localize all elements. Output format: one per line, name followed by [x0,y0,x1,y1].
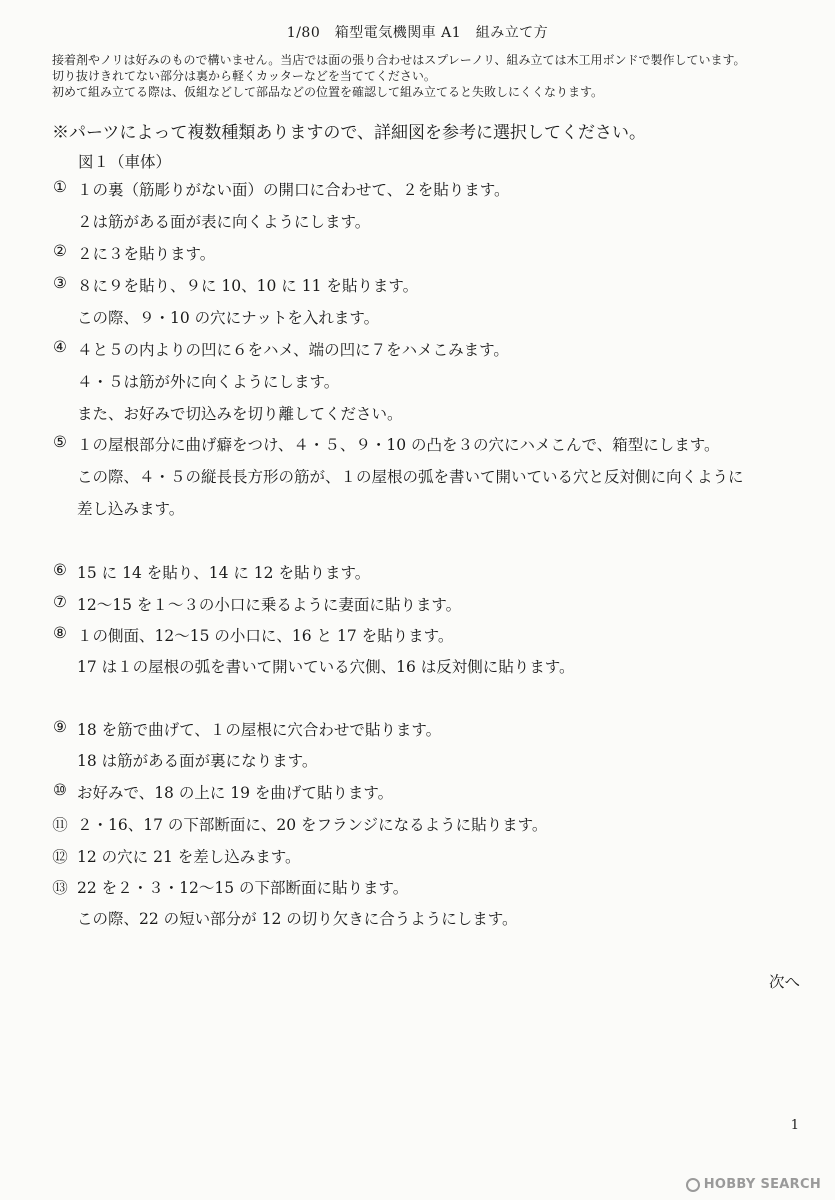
step-text: この際、22 の短い部分が 12 の切り欠きに合うようにします。 [77,910,518,928]
step-text: 22 を２・３・12～15 の下部断面に貼ります。 [77,879,409,897]
step-text: ２・16、17 の下部断面に、20 をフランジになるように貼ります。 [77,816,548,834]
step-text: ２に３を貼ります。 [77,245,216,263]
step-number: ⑤ [53,433,67,451]
watermark-text: HOBBY SEARCH [703,1177,821,1192]
step-number: ⑩ [53,781,67,799]
step-number: ⑬ [52,879,68,897]
intro-line: 初めて組み立てる際は、仮組などして部品などの位置を確認して組み立てると失敗しにくくなります。 [52,85,604,99]
step-text: ８に９を貼り、９に 10、10 に 11 を貼ります。 [77,277,419,295]
step-number: ⑧ [53,624,67,642]
step-text: この際、９・10 の穴にナットを入れます。 [77,309,380,327]
step-text: 18 は筋がある面が裏になります。 [77,752,318,770]
watermark [686,1177,821,1192]
step-text: ４と５の内よりの凹に６をハメ、端の凹に７をハメこみます。 [77,341,509,359]
step-text: また、お好みで切込みを切り離してください。 [77,405,403,423]
step-text: １の側面、12～15 の小口に、16 と 17 を貼ります。 [77,627,454,645]
step-number: ③ [53,274,67,292]
step-number: ⑥ [53,561,67,579]
step-number: ⑫ [52,848,68,866]
page-title: 1/80 箱型電気機関車 A1 組み立て方 [286,25,549,41]
next-page-label: 次へ [768,973,800,991]
step-number: ⑦ [53,593,67,611]
step-text: 12～15 を１～３の小口に乗るように妻面に貼ります。 [77,596,462,614]
step-number: ⑨ [53,718,67,736]
intro-line: 接着剤やノリは好みのもので構いません。当店では面の張り合わせはスプレーノリ、組み立ては木工用ボンドで製作しています。 [52,53,746,67]
step-text: 差し込みます。 [77,500,185,518]
watermark-logo-icon [686,1178,700,1192]
step-text: ４・５は筋が外に向くようにします。 [77,373,340,391]
step-number: ⑪ [52,816,68,834]
step-text: この際、４・５の縦長長方形の筋が、１の屋根の弧を書いて開いている穴と反対側に向くように [77,468,744,486]
step-text: 17 は１の屋根の弧を書いて開いている穴側、16 は反対側に貼ります。 [77,658,575,676]
step-number: ① [53,178,67,196]
intro-notes [52,52,812,100]
step-number: ④ [53,338,67,356]
step-text: １の屋根部分に曲げ癖をつけ、４・５、９・10 の凸を３の穴にハメこんで、箱型にします。 [77,436,720,454]
step-text: １の裏（筋彫りがない面）の開口に合わせて、２を貼ります。 [77,181,510,199]
parts-notice: ※パーツによって複数種類ありますので、詳細図を参考に選択してください。 [52,123,646,143]
step-text: 12 の穴に 21 を差し込みます。 [77,848,301,866]
step-text: 18 を筋で曲げて、１の屋根に穴合わせで貼ります。 [77,721,442,739]
intro-line: 切り抜けきれてない部分は裏から軽くカッターなどを当ててください。 [52,69,436,83]
step-text: ２は筋がある面が表に向くようにします。 [77,213,371,231]
page-number: 1 [790,1118,799,1133]
step-text: 15 に 14 を貼り、14 に 12 を貼ります。 [77,564,371,582]
step-text: お好みで、18 の上に 19 を曲げて貼ります。 [77,784,394,802]
step-number: ② [53,242,67,260]
figure-label: 図１（車体） [78,153,172,171]
